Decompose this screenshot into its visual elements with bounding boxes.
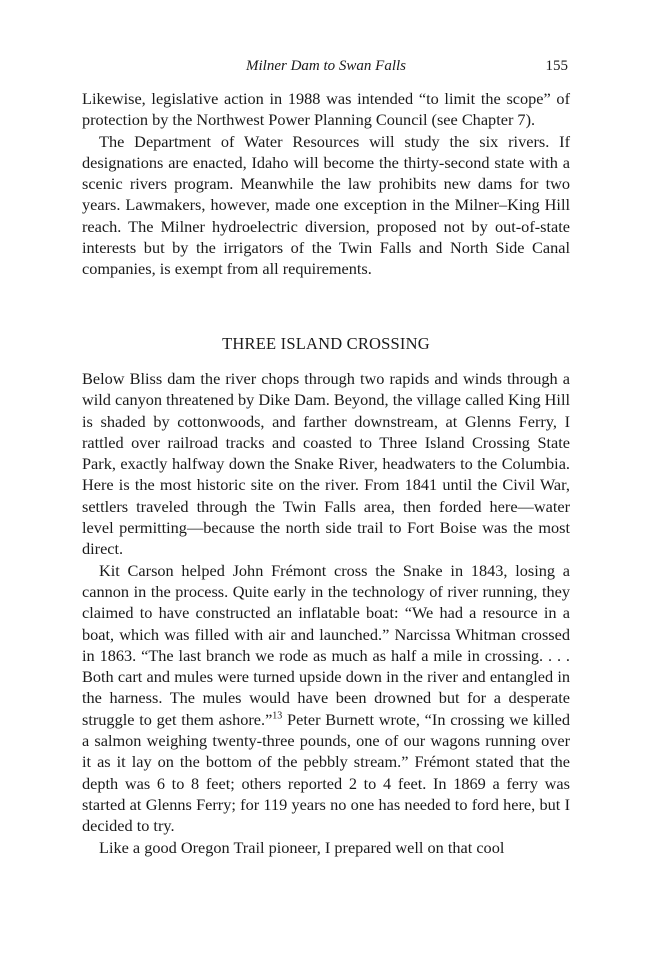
paragraph (82, 560, 570, 837)
paragraph: The Department of Water Resources will study the six rivers. If designations are enacted, Idaho will become the thirty-second state with a scenic rivers program. Meanwhile the law prohibits new dams for two years. Lawmakers, however, made one exception in the Milner–King Hill reach. The Milner hydroelectric diversion, proposed not by out-of-state interests but by the irrigators of the Twin Falls and North Side Canal companies, is exempt from all requirements. (82, 131, 570, 279)
page-header (82, 58, 570, 88)
paragraph: Like a good Oregon Trail pioneer, I prepared well on that cool (99, 837, 505, 857)
running-title: Milner Dam to Swan Falls (246, 58, 406, 74)
paragraph-text: Kit Carson helped John Frémont cross the Snake in 1843, losing a cannon in the process. Quite early in the technology of river running, they claimed to have constructed an inflatable boat: “We had a resource in a boat, which was filled with air and launched.” Narcissa Whitman crossed in 1863. “The last branch we rode as much as half a mile in crossing. . . . Both cart and mules were turned upside down in the river and entangled in the harness. The mules would have been drowned but for a desperate struggle to get them ashore.” (82, 560, 570, 729)
book-page (82, 58, 570, 858)
paragraph-text: Peter Burnett wrote, “In crossing we killed a salmon weighing twenty-three pounds, one of our wagons running over it as it lay on the bottom of the pebbly stream.” Frémont stated that the depth was 6 to 8 feet; others reported 2 to 4 feet. In 1869 a ferry was started at Glenns Ferry; for 119 years no one has needed to ford here, but I decided to try. (82, 709, 570, 836)
paragraph: Likewise, legislative action in 1988 was intended “to limit the scope” of protection by the Northwest Power Planning Council (see Chapter 7). (82, 89, 570, 130)
section-heading: THREE ISLAND CROSSING (222, 333, 430, 353)
page-body (82, 88, 570, 858)
paragraph: Below Bliss dam the river chops through two rapids and winds through a wild canyon threatened by Dike Dam. Beyond, the village called King Hill is shaded by cottonwoods, and farther downstream, at Glenns Ferry, I rattled over railroad tracks and coasted to Three Island Crossing State Park, exactly halfway down the Snake River, headwaters to the Columbia. Here is the most historic site on the river. From 1841 until the Civil War, settlers traveled through the Twin Falls area, then forded here—water level permitting—because the north side trail to Fort Boise was the most direct. (82, 368, 570, 559)
footnote-marker: 13 (272, 710, 283, 722)
page-number: 155 (545, 58, 568, 74)
